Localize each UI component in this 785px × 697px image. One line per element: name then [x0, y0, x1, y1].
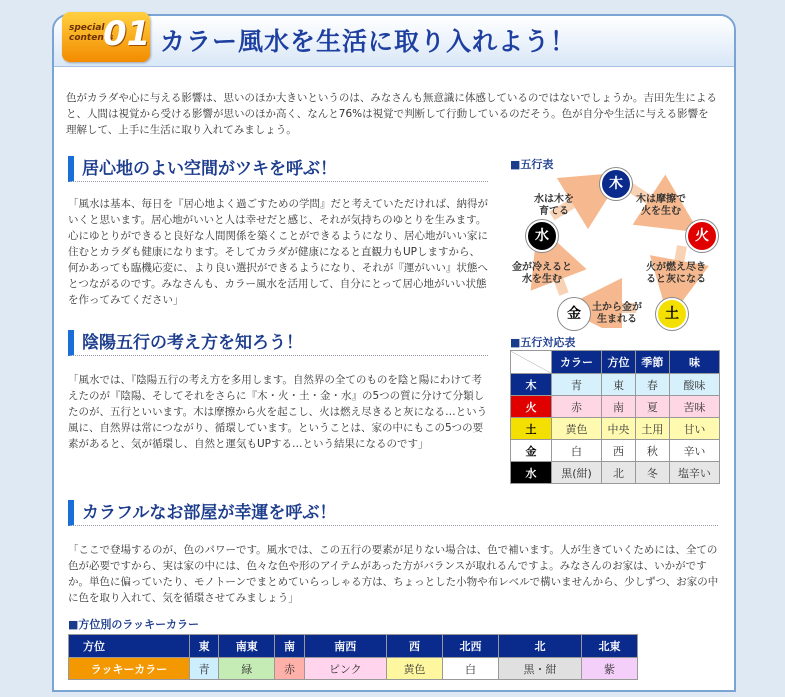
content-panel [52, 14, 736, 692]
badge-number: 01 [103, 14, 151, 54]
correspondence-cell: 白 [552, 440, 602, 462]
element-cell: 木 [511, 374, 552, 396]
section-title-2: 陰陽五行の考え方を知ろう！ [68, 330, 488, 356]
special-contents-badge [62, 12, 150, 62]
element-cell: 水 [511, 462, 552, 484]
lucky-color-cell: 白 [442, 658, 498, 680]
lucky-color-cell: 緑 [219, 658, 275, 680]
direction-cell: 東 [190, 635, 219, 658]
section-text-2: 「風水では、『陰陽五行の考え方を多用します。自然界の全てのものを陰と陽にわけて考えたのが『陰陽、そしてそれをさらに『木・火・土・金・水』の5つの質に分けて分類したのが、五行といいます。木は摩擦から火を起こし、火は燃え尽きると灰になる…という風に、自然界は常につながり、循環しています。ということは、家の中にもこの5つの要素があると、気が循環し、自然と運気もUPする…という結果になるのです」 [68, 374, 488, 450]
badge-label: special contents [69, 23, 114, 43]
correspondence-cell: 苦味 [669, 396, 719, 418]
element-cell: 土 [511, 418, 552, 440]
correspondence-header-row [511, 351, 720, 374]
correspondence-row [511, 396, 720, 418]
correspondence-cell: 東 [602, 374, 636, 396]
correspondence-cell: 酸味 [669, 374, 719, 396]
correspondence-cell: 土用 [635, 418, 669, 440]
header-cell: 方位 [602, 351, 636, 374]
page-title: カラー風水を生活に取り入れよう！ [160, 27, 577, 56]
lucky-color-table-label: ■方位別のラッキーカラー [68, 618, 199, 631]
lucky-head-label: 方位 [69, 635, 190, 658]
element-cell: 金 [511, 440, 552, 462]
correspondence-cell: 夏 [635, 396, 669, 418]
lucky-color-cell: 黒・紺 [499, 658, 582, 680]
lucky-color-cell: ピンク [304, 658, 386, 680]
section-text-3: 「ここで登場するのが、色のパワーです。風水では、この五行の要素が足りない場合は、色で補います。人が生きていくためには、全ての色が必要ですから、実は家の中には、色々な色や形のアイテムがあった方がバランスが取れるんですよ。みなさんのお家は、いかがですか。単色に偏っていたり、モノトーンでまとめていらっしゃる方は、ちょっとした小物や布レベルで構いませんから、少しずつ、お家の中に色を取り入れて、気を循環させてみましょう」 [68, 544, 719, 604]
lucky-color-cell: 赤 [275, 658, 304, 680]
correspondence-row [511, 374, 720, 396]
lucky-color-row [69, 658, 638, 680]
correspondence-cell: 甘い [669, 418, 719, 440]
section-text-1: 「風水は基本、毎日を『居心地よく過ごすための学問』だと考えていただければ、納得がいくと思います。居心地がいいと人は幸せだと感じ、それが気持ちのゆとりを生みます。心にゆとりができると良好な人間関係を築くことができるようになり、居心地がいい家に住むとカラダも健康になります。そしてカラダが健康になると直観力もUPしますから、何かあっても臨機応変に、より良い選択ができるようになり、それが『運がいい』状態へとつながるのです。みなさんも、カラー風水を活用して、自分にとって居心地がいい状態を作ってみてください」 [68, 198, 488, 306]
relation-earth-metal: 土から金が 生まれる [592, 302, 642, 325]
header-bar [54, 16, 734, 67]
header-cell: カラー [552, 351, 602, 374]
intro-text: 色がカラダや心に与える影響は、思いのほか大きいというのは、みなさんも無意識に体感しているのではないでしょうか。吉田先生によると、人間は視覚から受ける影響が思いのほか高く、なんと76%は視覚で判断して行動しているのだそう。色が自分や生活に与える影響を理解して、上手に生活に取り入れてみましょう。 [66, 92, 717, 136]
correspondence-cell: 秋 [635, 440, 669, 462]
element-wood: 木 [600, 168, 632, 200]
correspondence-cell: 黄色 [552, 418, 602, 440]
correspondence-cell: 塩辛い [669, 462, 719, 484]
correspondence-cell: 青 [552, 374, 602, 396]
corner-cell [511, 351, 552, 374]
lucky-row-label: ラッキーカラー [69, 658, 190, 680]
correspondence-cell: 辛い [669, 440, 719, 462]
correspondence-cell: 中央 [602, 418, 636, 440]
element-water: 水 [526, 220, 558, 252]
relation-fire-earth: 火が燃え尽き ると灰になる [646, 262, 706, 285]
header-cell: 味 [669, 351, 719, 374]
correspondence-row [511, 440, 720, 462]
correspondence-cell: 春 [635, 374, 669, 396]
lucky-header-row [69, 635, 638, 658]
correspondence-cell: 冬 [635, 462, 669, 484]
direction-cell: 北西 [442, 635, 498, 658]
correspondence-cell: 赤 [552, 396, 602, 418]
correspondence-cell: 西 [602, 440, 636, 462]
correspondence-table [510, 350, 720, 484]
direction-cell: 南西 [304, 635, 386, 658]
relation-water-wood: 水は木を 育てる [534, 194, 574, 217]
lucky-color-cell: 紫 [581, 658, 637, 680]
correspondence-row [511, 462, 720, 484]
element-cell: 火 [511, 396, 552, 418]
correspondence-cell: 黒(紺) [552, 462, 602, 484]
lucky-color-table [68, 634, 638, 680]
element-metal: 金 [558, 298, 590, 330]
element-earth: 土 [656, 298, 688, 330]
direction-cell: 北東 [581, 635, 637, 658]
relation-metal-water: 金が冷えると 水を生む [512, 262, 572, 285]
element-fire: 火 [686, 220, 718, 252]
lucky-color-cell: 黄色 [386, 658, 442, 680]
relation-wood-fire: 木は摩擦で 火を生む [636, 194, 686, 217]
header-cell: 季節 [635, 351, 669, 374]
correspondence-row [511, 418, 720, 440]
correspondence-table-label: ■五行対応表 [510, 336, 576, 349]
gogyo-cycle-diagram [506, 166, 722, 328]
direction-cell: 西 [386, 635, 442, 658]
direction-cell: 北 [499, 635, 582, 658]
section-title-3: カラフルなお部屋が幸運を呼ぶ！ [68, 500, 718, 526]
gogyo-chart-label: ■五行表 [510, 158, 554, 171]
direction-cell: 南 [275, 635, 304, 658]
direction-cell: 南東 [219, 635, 275, 658]
section-title-1: 居心地のよい空間がツキを呼ぶ！ [68, 156, 488, 182]
lucky-color-cell: 青 [190, 658, 219, 680]
correspondence-cell: 南 [602, 396, 636, 418]
correspondence-cell: 北 [602, 462, 636, 484]
